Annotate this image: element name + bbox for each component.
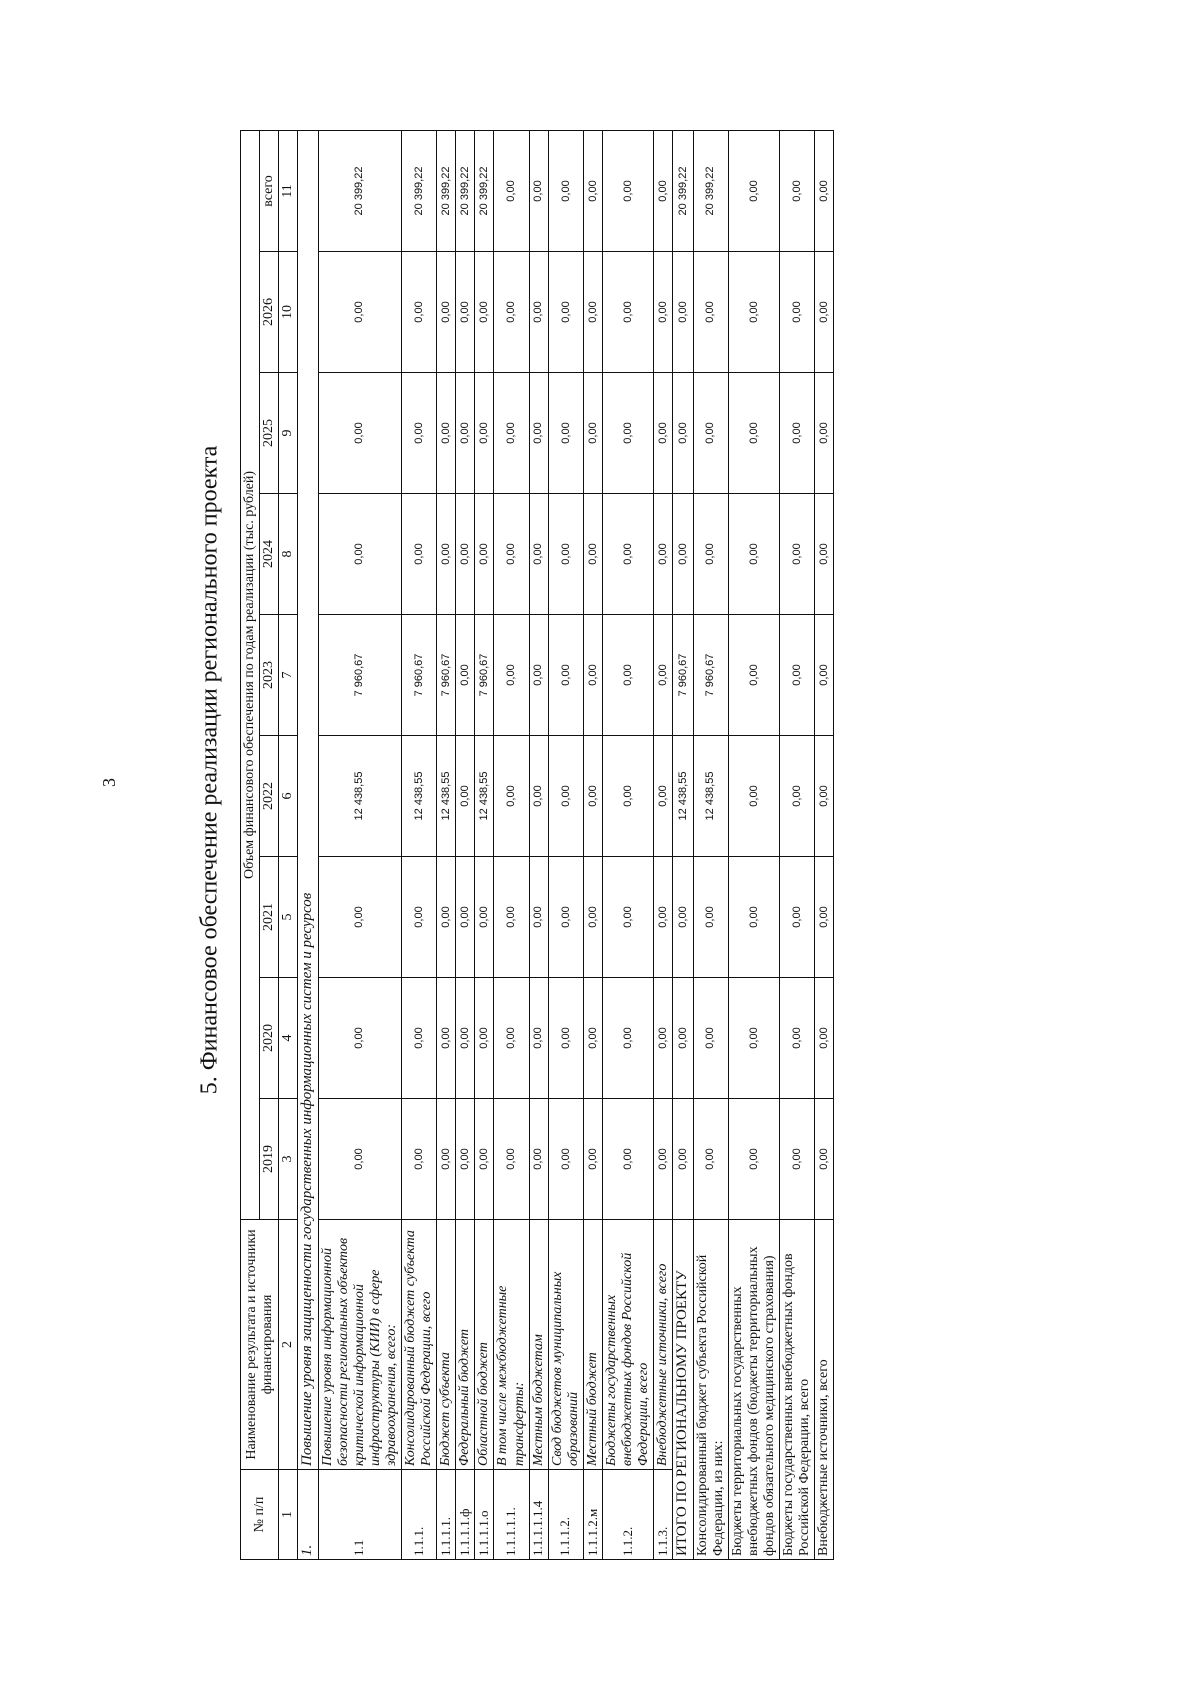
row-value: 0,00 <box>603 615 654 736</box>
row-value: 0,00 <box>456 1099 475 1220</box>
row-value: 0,00 <box>548 494 583 615</box>
table-row <box>437 131 456 1560</box>
row-value: 0,00 <box>728 857 779 978</box>
row-value: 0,00 <box>437 373 456 494</box>
row-num: 1.1.1.2.м <box>583 1470 602 1560</box>
row-value: 0,00 <box>529 494 548 615</box>
row-value: 0,00 <box>693 978 728 1099</box>
row-value: 20 399,22 <box>673 131 693 252</box>
row-value: 0,00 <box>318 978 401 1099</box>
row-value: 0,00 <box>437 494 456 615</box>
row-value: 20 399,22 <box>318 131 401 252</box>
row-value: 0,00 <box>780 494 815 615</box>
header-year: 2019 <box>260 1099 279 1220</box>
row-value: 0,00 <box>529 252 548 373</box>
row-value: 0,00 <box>456 736 475 857</box>
column-number: 2 <box>279 1220 298 1470</box>
row-value: 0,00 <box>815 978 834 1099</box>
row-name: Внебюджетные источники, всего <box>654 1220 673 1470</box>
row-name: Бюджет субъекта <box>437 1220 456 1470</box>
row-name: Консолидированный бюджет субъекта Российской Федерации, из них: <box>693 1220 728 1560</box>
section-name: Повышение уровня защищенности государственных информационных систем и ресурсов <box>298 131 318 1470</box>
row-value: 0,00 <box>728 373 779 494</box>
table-row <box>654 131 673 1560</box>
row-value: 0,00 <box>654 252 673 373</box>
row-value: 0,00 <box>603 1099 654 1220</box>
table-row <box>475 131 494 1560</box>
header-name: Наименование результата и источники финансирования <box>241 1220 279 1470</box>
row-value: 0,00 <box>654 1099 673 1220</box>
header-num: № п/п <box>241 1470 279 1560</box>
row-value: 0,00 <box>548 978 583 1099</box>
header-year: 2023 <box>260 615 279 736</box>
row-name: Внебюджетные источники, всего <box>815 1220 834 1560</box>
row-value: 0,00 <box>673 494 693 615</box>
row-value: 7 960,67 <box>475 615 494 736</box>
row-value: 0,00 <box>437 1099 456 1220</box>
row-value: 0,00 <box>673 978 693 1099</box>
row-value: 0,00 <box>494 252 529 373</box>
column-number: 1 <box>279 1470 298 1560</box>
row-value: 0,00 <box>475 373 494 494</box>
row-value: 7 960,67 <box>318 615 401 736</box>
row-value: 0,00 <box>583 252 602 373</box>
row-value: 0,00 <box>693 252 728 373</box>
row-value: 0,00 <box>728 978 779 1099</box>
row-num: 1.1.2. <box>603 1470 654 1560</box>
row-value: 0,00 <box>548 131 583 252</box>
column-number: 6 <box>279 736 298 857</box>
row-value: 7 960,67 <box>693 615 728 736</box>
row-value: 0,00 <box>728 131 779 252</box>
row-name: Повышение уровня информационной безопасности региональных объектов критической информационной инфраструктуры (КИИ) в сфере здравоохранения, всего: <box>318 1220 401 1470</box>
row-value: 0,00 <box>728 1099 779 1220</box>
row-value: 0,00 <box>402 373 437 494</box>
row-value: 20 399,22 <box>693 131 728 252</box>
row-value: 0,00 <box>548 1099 583 1220</box>
row-value: 0,00 <box>402 978 437 1099</box>
row-num: 1.1.1.1. <box>437 1470 456 1560</box>
row-value: 0,00 <box>529 1099 548 1220</box>
row-value: 0,00 <box>583 131 602 252</box>
column-numbers-row <box>279 131 298 1560</box>
row-value: 20 399,22 <box>437 131 456 252</box>
row-value: 0,00 <box>456 252 475 373</box>
row-value: 0,00 <box>456 373 475 494</box>
table-row <box>529 131 548 1560</box>
row-value: 0,00 <box>318 252 401 373</box>
row-value: 7 960,67 <box>402 615 437 736</box>
row-value: 0,00 <box>815 857 834 978</box>
header-year: 2024 <box>260 494 279 615</box>
row-value: 0,00 <box>494 373 529 494</box>
row-value: 12 438,55 <box>402 736 437 857</box>
table-row <box>456 131 475 1560</box>
row-value: 0,00 <box>728 615 779 736</box>
row-num: 1.1.1.1.1.4 <box>529 1470 548 1560</box>
row-value: 0,00 <box>603 252 654 373</box>
row-value: 0,00 <box>529 857 548 978</box>
row-name: Свод бюджетов муниципальных образований <box>548 1220 583 1470</box>
row-value: 0,00 <box>603 736 654 857</box>
row-value: 0,00 <box>437 978 456 1099</box>
header-year: 2021 <box>260 857 279 978</box>
row-value: 0,00 <box>402 252 437 373</box>
row-value: 0,00 <box>456 494 475 615</box>
row-value: 0,00 <box>654 857 673 978</box>
row-value: 12 438,55 <box>693 736 728 857</box>
row-value: 0,00 <box>494 615 529 736</box>
financing-table-container <box>240 130 834 1560</box>
row-value: 0,00 <box>494 978 529 1099</box>
row-value: 0,00 <box>603 373 654 494</box>
row-name: В том числе межбюджетные трансферты: <box>494 1220 529 1470</box>
header-year: 2025 <box>260 373 279 494</box>
row-value: 0,00 <box>815 494 834 615</box>
column-number: 8 <box>279 494 298 615</box>
table-row <box>494 131 529 1560</box>
row-value: 0,00 <box>402 857 437 978</box>
row-value: 0,00 <box>654 736 673 857</box>
row-num: 1.1.3. <box>654 1470 673 1560</box>
row-value: 0,00 <box>673 1099 693 1220</box>
row-name: Областной бюджет <box>475 1220 494 1470</box>
row-num: 1.1.1. <box>402 1470 437 1560</box>
column-number: 3 <box>279 1099 298 1220</box>
row-value: 0,00 <box>456 978 475 1099</box>
row-value: 0,00 <box>780 615 815 736</box>
header-year: 2022 <box>260 736 279 857</box>
column-number: 5 <box>279 857 298 978</box>
row-value: 0,00 <box>673 373 693 494</box>
row-name: Федеральный бюджет <box>456 1220 475 1470</box>
table-row <box>673 131 693 1560</box>
row-value: 0,00 <box>494 736 529 857</box>
table-header <box>241 131 298 1560</box>
row-value: 0,00 <box>603 978 654 1099</box>
row-value: 0,00 <box>583 494 602 615</box>
row-num: 1.1.1.2. <box>548 1470 583 1560</box>
financing-table <box>240 130 834 1560</box>
row-value: 0,00 <box>529 736 548 857</box>
row-value: 0,00 <box>475 494 494 615</box>
row-value: 0,00 <box>583 736 602 857</box>
row-value: 0,00 <box>494 131 529 252</box>
page-number: 3 <box>99 778 119 787</box>
table-row <box>780 131 815 1560</box>
row-value: 12 438,55 <box>673 736 693 857</box>
row-value: 0,00 <box>815 373 834 494</box>
row-value: 12 438,55 <box>318 736 401 857</box>
row-value: 0,00 <box>494 857 529 978</box>
row-value: 0,00 <box>529 615 548 736</box>
column-number: 7 <box>279 615 298 736</box>
row-value: 0,00 <box>583 373 602 494</box>
row-name: Бюджеты государственных внебюджетных фондов Российской Федерации, всего <box>603 1220 654 1470</box>
row-value: 0,00 <box>780 373 815 494</box>
row-value: 0,00 <box>693 1099 728 1220</box>
table-row <box>693 131 728 1560</box>
table-row <box>603 131 654 1560</box>
column-number: 11 <box>279 131 298 252</box>
row-num: 1.1 <box>318 1470 401 1560</box>
row-value: 0,00 <box>529 978 548 1099</box>
row-value: 0,00 <box>583 615 602 736</box>
row-value: 0,00 <box>815 736 834 857</box>
table-row <box>815 131 834 1560</box>
row-value: 0,00 <box>456 615 475 736</box>
row-num: 1.1.1.1.ф <box>456 1470 475 1560</box>
row-value: 0,00 <box>456 857 475 978</box>
row-value: 0,00 <box>780 252 815 373</box>
header-year: 2026 <box>260 252 279 373</box>
row-value: 0,00 <box>318 857 401 978</box>
row-value: 0,00 <box>318 494 401 615</box>
row-value: 0,00 <box>780 978 815 1099</box>
row-value: 0,00 <box>529 373 548 494</box>
row-value: 0,00 <box>583 1099 602 1220</box>
column-number: 10 <box>279 252 298 373</box>
header-year: 2020 <box>260 978 279 1099</box>
header-group: Объем финансового обеспечения по годам реализации (тыс. рублей) <box>241 131 260 1220</box>
row-name: Бюджеты государственных внебюджетных фондов Российской Федерации, всего <box>780 1220 815 1560</box>
row-value: 0,00 <box>673 252 693 373</box>
row-value: 0,00 <box>583 978 602 1099</box>
page-title-text: 5. Финансовое обеспечение реализации регионального проекта <box>196 445 223 1095</box>
row-num: 1.1.1.1.о <box>475 1470 494 1560</box>
row-value: 0,00 <box>603 857 654 978</box>
table-body <box>298 131 834 1560</box>
row-value: 0,00 <box>780 736 815 857</box>
row-value: 0,00 <box>780 1099 815 1220</box>
row-value: 0,00 <box>475 857 494 978</box>
row-value: 0,00 <box>437 252 456 373</box>
row-value: 0,00 <box>815 1099 834 1220</box>
row-value: 20 399,22 <box>475 131 494 252</box>
section-num: 1. <box>298 1470 318 1560</box>
row-value: 0,00 <box>654 615 673 736</box>
row-value: 0,00 <box>654 373 673 494</box>
row-value: 0,00 <box>548 857 583 978</box>
row-name: Местным бюджетам <box>529 1220 548 1470</box>
row-value: 0,00 <box>548 736 583 857</box>
row-value: 0,00 <box>693 494 728 615</box>
row-value: 0,00 <box>654 978 673 1099</box>
row-value: 0,00 <box>654 131 673 252</box>
row-value: 0,00 <box>654 494 673 615</box>
row-value: 0,00 <box>583 857 602 978</box>
row-value: 0,00 <box>728 252 779 373</box>
column-number: 4 <box>279 978 298 1099</box>
row-value: 0,00 <box>603 494 654 615</box>
row-name: Консолидированный бюджет субъекта Российской Федерации, всего <box>402 1220 437 1470</box>
row-value: 0,00 <box>475 978 494 1099</box>
row-value: 0,00 <box>494 494 529 615</box>
table-row <box>728 131 779 1560</box>
row-value: 7 960,67 <box>673 615 693 736</box>
row-value: 0,00 <box>728 736 779 857</box>
row-value: 0,00 <box>693 857 728 978</box>
row-value: 0,00 <box>402 494 437 615</box>
row-value: 0,00 <box>728 494 779 615</box>
header-total: всего <box>260 131 279 252</box>
table-row <box>318 131 401 1560</box>
row-value: 0,00 <box>475 1099 494 1220</box>
row-value: 0,00 <box>815 615 834 736</box>
row-name: ИТОГО ПО РЕГИОНАЛЬНОМУ ПРОЕКТУ <box>673 1220 693 1560</box>
row-num: 1.1.1.1.1. <box>494 1470 529 1560</box>
row-value: 0,00 <box>318 373 401 494</box>
row-value: 20 399,22 <box>402 131 437 252</box>
row-value: 0,00 <box>673 857 693 978</box>
row-value: 20 399,22 <box>456 131 475 252</box>
row-name: Бюджеты территориальных государственных внебюджетных фондов (бюджеты территориальных фондов обязательного медицинского страхования) <box>728 1220 779 1560</box>
row-value: 0,00 <box>815 131 834 252</box>
row-value: 0,00 <box>402 1099 437 1220</box>
row-value: 0,00 <box>548 252 583 373</box>
row-name: Местный бюджет <box>583 1220 602 1470</box>
row-value: 0,00 <box>494 1099 529 1220</box>
row-value: 12 438,55 <box>437 736 456 857</box>
table-row <box>402 131 437 1560</box>
table-row <box>548 131 583 1560</box>
row-value: 0,00 <box>318 1099 401 1220</box>
row-value: 7 960,67 <box>437 615 456 736</box>
row-value: 0,00 <box>693 373 728 494</box>
row-value: 0,00 <box>780 131 815 252</box>
row-value: 0,00 <box>548 373 583 494</box>
row-value: 0,00 <box>780 857 815 978</box>
row-value: 12 438,55 <box>475 736 494 857</box>
table-row <box>583 131 602 1560</box>
column-number: 9 <box>279 373 298 494</box>
row-value: 0,00 <box>815 252 834 373</box>
row-value: 0,00 <box>548 615 583 736</box>
row-value: 0,00 <box>603 131 654 252</box>
row-value: 0,00 <box>437 857 456 978</box>
row-value: 0,00 <box>475 252 494 373</box>
row-value: 0,00 <box>529 131 548 252</box>
section-row <box>298 131 318 1560</box>
